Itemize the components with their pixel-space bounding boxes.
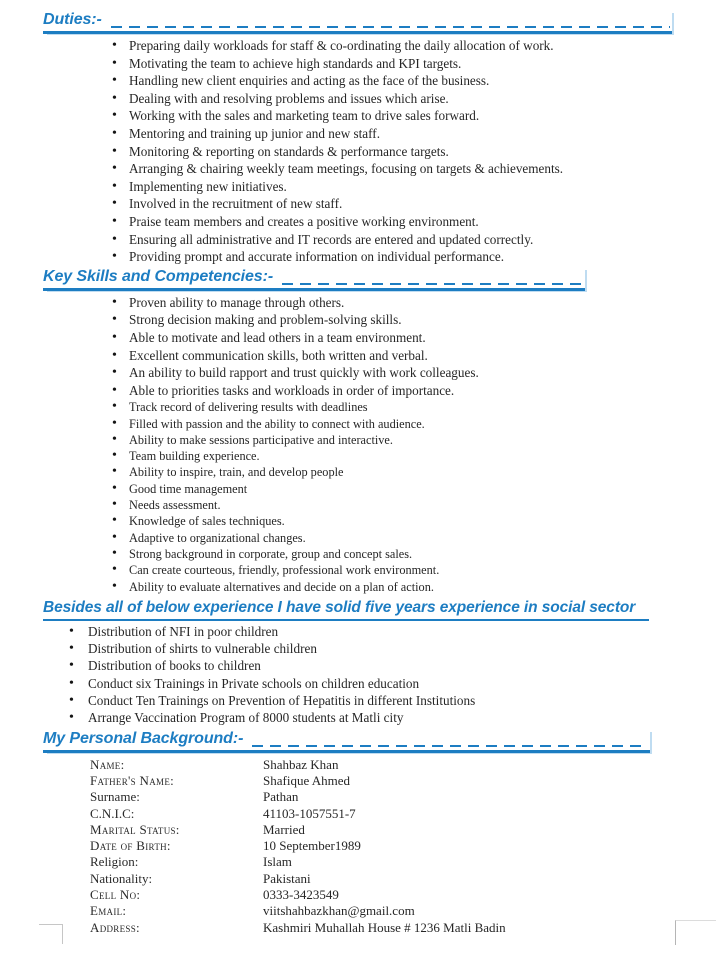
personal-detail-value: Islam bbox=[263, 854, 292, 870]
bullet-item bbox=[43, 143, 719, 161]
personal-detail-label: Nationality: bbox=[90, 870, 153, 886]
bullet-item bbox=[43, 37, 719, 55]
bullet-item bbox=[43, 72, 719, 90]
bullet-item bbox=[43, 497, 719, 513]
bullet-item-text: Distribution of shirts to vulnerable children bbox=[88, 641, 317, 657]
bullet-item bbox=[43, 160, 719, 178]
bullet-item bbox=[43, 329, 719, 347]
bullet-item-text: Providing prompt and accurate information on individual performance. bbox=[129, 249, 505, 265]
personal-details-table bbox=[43, 757, 719, 936]
bullet-item-text: Mentoring and training up junior and new staff. bbox=[129, 125, 381, 141]
bullet-item-text: Implementing new initiatives. bbox=[129, 178, 287, 194]
page-margin-corner-mark-left bbox=[39, 924, 63, 944]
bullet-item-text: Track record of delivering results with deadlines bbox=[129, 400, 368, 415]
bullet-item-text: Ability to make sessions participative and interactive. bbox=[129, 432, 393, 447]
key-skills-heading-text: Key Skills and Competencies:- bbox=[43, 267, 274, 285]
bullet-item bbox=[43, 90, 719, 108]
bullet-item-text: Praise team members and creates a positive working environment. bbox=[129, 213, 479, 229]
bullet-item-text: Ability to inspire, train, and develop people bbox=[129, 465, 344, 480]
bullet-item bbox=[43, 709, 719, 726]
personal-detail-row bbox=[43, 773, 719, 789]
bullet-item bbox=[43, 657, 719, 674]
personal-detail-row bbox=[43, 822, 719, 838]
personal-detail-row bbox=[43, 854, 719, 870]
bullet-item-text: Ability to evaluate alternatives and decide on a plan of action. bbox=[129, 579, 434, 594]
personal-detail-value: viitshahbazkhan@gmail.com bbox=[263, 903, 415, 919]
key-skills-list-primary bbox=[43, 294, 719, 400]
bullet-item bbox=[43, 530, 719, 546]
section-social-experience bbox=[43, 598, 719, 727]
bullet-item bbox=[43, 692, 719, 709]
bullet-item-text: Needs assessment. bbox=[129, 498, 221, 513]
bullet-item bbox=[43, 546, 719, 562]
duties-heading-text: Duties:- bbox=[43, 11, 102, 28]
bullet-item-text: Filled with passion and the ability to connect with audience. bbox=[129, 416, 425, 431]
personal-detail-value: Pathan bbox=[263, 789, 299, 805]
social-experience-heading-text: Besides all of below experience I have solid five years experience in social sector bbox=[43, 598, 649, 621]
personal-background-heading-text: My Personal Background:- bbox=[43, 729, 244, 747]
personal-detail-label: Cell No: bbox=[90, 887, 141, 902]
bullet-item bbox=[43, 311, 719, 329]
duties-list bbox=[43, 37, 719, 266]
key-skills-list-secondary bbox=[43, 399, 719, 595]
bullet-item-text: Arrange Vaccination Program of 8000 students at Matli city bbox=[88, 710, 404, 726]
bullet-item-text: Ensuring all administrative and IT records are entered and updated correctly. bbox=[129, 231, 534, 247]
heading-leader-line bbox=[111, 26, 670, 28]
bullet-item-text: Distribution of NFI in poor children bbox=[88, 623, 279, 639]
bullet-item bbox=[43, 55, 719, 73]
bullet-item-text: Monitoring & reporting on standards & performance targets. bbox=[129, 143, 449, 159]
bullet-item bbox=[43, 294, 719, 312]
bullet-item bbox=[43, 513, 719, 529]
personal-detail-label: Address: bbox=[90, 919, 140, 935]
personal-detail-label: C.N.I.C: bbox=[90, 805, 135, 821]
bullet-item-text: Distribution of books to children bbox=[88, 658, 261, 674]
personal-detail-value: 10 September1989 bbox=[263, 838, 361, 854]
bullet-item bbox=[43, 178, 719, 196]
personal-detail-value: Kashmiri Muhallah House # 1236 Matli Badin bbox=[263, 919, 506, 935]
bullet-item bbox=[43, 364, 719, 382]
bullet-item bbox=[43, 623, 719, 640]
bullet-item bbox=[43, 640, 719, 657]
personal-detail-row bbox=[43, 871, 719, 887]
bullet-item-text: Conduct Ten Trainings on Prevention of Hepatitis in different Institutions bbox=[88, 693, 476, 709]
bullet-item-text: Motivating the team to achieve high standards and KPI targets. bbox=[129, 55, 462, 71]
bullet-item-text: Good time management bbox=[129, 481, 248, 496]
personal-detail-label: Date of Birth: bbox=[90, 838, 171, 854]
duties-heading bbox=[43, 10, 672, 34]
bullet-item-text: Able to priorities tasks and workloads in order of importance. bbox=[129, 382, 455, 398]
bullet-item-text: Strong background in corporate, group and concept sales. bbox=[129, 546, 413, 561]
bullet-item bbox=[43, 107, 719, 125]
personal-detail-value: 41103-1057551-7 bbox=[263, 805, 356, 821]
personal-detail-value: Shafique Ahmed bbox=[263, 772, 351, 788]
personal-background-heading bbox=[43, 729, 650, 753]
personal-detail-label: Email: bbox=[90, 903, 127, 919]
personal-detail-row bbox=[43, 789, 719, 805]
bullet-item bbox=[43, 464, 719, 480]
section-duties bbox=[43, 10, 719, 266]
bullet-item-text: Conduct six Trainings in Private schools on children education bbox=[88, 675, 420, 691]
bullet-item-text: Dealing with and resolving problems and issues which arise. bbox=[129, 90, 449, 106]
bullet-item-text: Able to motivate and lead others in a team environment. bbox=[129, 329, 426, 345]
bullet-item-text: Can create courteous, friendly, professional work environment. bbox=[129, 563, 440, 578]
personal-detail-row bbox=[43, 887, 719, 903]
bullet-item bbox=[43, 416, 719, 432]
bullet-item bbox=[43, 481, 719, 497]
bullet-item-text: Working with the sales and marketing team to drive sales forward. bbox=[129, 108, 480, 124]
bullet-item bbox=[43, 125, 719, 143]
bullet-item bbox=[43, 432, 719, 448]
bullet-item bbox=[43, 448, 719, 464]
bullet-item bbox=[43, 579, 719, 595]
bullet-item-text: Adaptive to organizational changes. bbox=[129, 530, 306, 545]
personal-detail-value: Married bbox=[263, 821, 305, 837]
personal-detail-label: Surname: bbox=[90, 789, 140, 805]
bullet-item-text: Knowledge of sales techniques. bbox=[129, 514, 285, 529]
bullet-item-text: Arranging & chairing weekly team meetings, focusing on targets & achievements. bbox=[129, 161, 564, 177]
bullet-item bbox=[43, 231, 719, 249]
personal-detail-row bbox=[43, 806, 719, 822]
bullet-item bbox=[43, 562, 719, 578]
bullet-item bbox=[43, 382, 719, 400]
social-experience-list bbox=[43, 623, 719, 727]
section-personal-background bbox=[43, 729, 719, 936]
section-key-skills bbox=[43, 267, 719, 595]
bullet-item bbox=[43, 675, 719, 692]
heading-leader-line bbox=[282, 283, 583, 285]
key-skills-heading bbox=[43, 267, 585, 291]
personal-detail-row bbox=[43, 838, 719, 854]
personal-detail-label: Name: bbox=[90, 756, 125, 772]
personal-detail-label: Marital Status: bbox=[90, 821, 180, 837]
bullet-item-text: An ability to build rapport and trust quickly with work colleagues. bbox=[129, 365, 479, 381]
bullet-item bbox=[43, 195, 719, 213]
personal-detail-row bbox=[43, 757, 719, 773]
bullet-item-text: Involved in the recruitment of new staff. bbox=[129, 196, 343, 212]
personal-detail-row bbox=[43, 903, 719, 919]
bullet-item bbox=[43, 399, 719, 415]
bullet-item-text: Handling new client enquiries and acting as the face of the business. bbox=[129, 73, 490, 89]
bullet-item-text: Excellent communication skills, both written and verbal. bbox=[129, 347, 428, 363]
bullet-item-text: Strong decision making and problem-solving skills. bbox=[129, 312, 402, 328]
bullet-item bbox=[43, 347, 719, 365]
personal-detail-value: Shahbaz Khan bbox=[263, 756, 339, 772]
bullet-item bbox=[43, 213, 719, 231]
bullet-item-text: Team building experience. bbox=[129, 449, 260, 464]
social-experience-heading bbox=[43, 598, 719, 621]
personal-detail-value: Pakistani bbox=[263, 870, 311, 886]
bullet-item bbox=[43, 248, 719, 266]
bullet-item-text: Preparing daily workloads for staff & co-ordinating the daily allocation of work. bbox=[129, 38, 554, 53]
heading-leader-line bbox=[252, 745, 648, 747]
personal-detail-label: Father's Name: bbox=[90, 772, 175, 788]
personal-detail-row bbox=[43, 920, 719, 936]
personal-detail-value: 0333-3423549 bbox=[263, 887, 339, 902]
bullet-item-text: Proven ability to manage through others. bbox=[129, 294, 345, 310]
page-margin-corner-mark-right bbox=[675, 920, 716, 945]
personal-detail-label: Religion: bbox=[90, 854, 139, 870]
